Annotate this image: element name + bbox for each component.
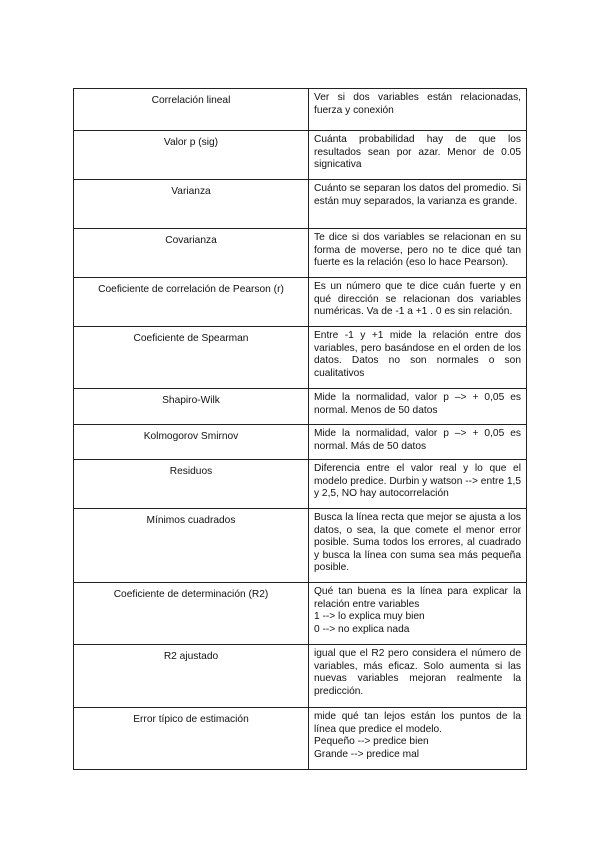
definition-cell: mide qué tan lejos están los puntos de la línea que predice el modelo. Pequeño --> predice bien Grande --> predice mal — [309, 708, 527, 770]
term-cell: Mínimos cuadrados — [74, 509, 309, 583]
definition-cell: Diferencia entre el valor real y lo que el modelo predice. Durbin y watson --> entre 1,5 y 2,5, NO hay autocorrelación — [309, 460, 527, 509]
table-row — [74, 389, 527, 425]
definition-cell: Entre -1 y +1 mide la relación entre dos variables, pero basándose en el orden de los datos. Datos no son normales o son cualitativos — [309, 327, 527, 389]
definition-cell: Te dice si dos variables se relacionan en su forma de moverse, pero no te dice qué tan fuerte es la relación (eso lo hace Pearson). — [309, 229, 527, 278]
definition-cell: igual que el R2 pero considera el número de variables, más eficaz. Solo aumenta si las nuevas variables mejoran realmente la predicción. — [309, 645, 527, 708]
definition-cell: Es un número que te dice cuán fuerte y en qué dirección se relacionan dos variables numéricas. Va de -1 a +1 . 0 es sin relación. — [309, 278, 527, 327]
term-cell: Coeficiente de correlación de Pearson (r) — [74, 278, 309, 327]
table-row — [74, 229, 527, 278]
term-cell: Error típico de estimación — [74, 708, 309, 770]
definition-cell: Cuánta probabilidad hay de que los resultados sean por azar. Menor de 0.05 signicativa — [309, 131, 527, 180]
table-row — [74, 278, 527, 327]
definition-cell: Mide la normalidad, valor p –> + 0,05 es normal. Menos de 50 datos — [309, 389, 527, 425]
term-cell: Kolmogorov Smirnov — [74, 425, 309, 460]
term-cell: R2 ajustado — [74, 645, 309, 708]
table-row — [74, 180, 527, 229]
table-row — [74, 131, 527, 180]
definition-cell: Busca la línea recta que mejor se ajusta a los datos, o sea, la que comete el menor error posible. Suma todos los errores, al cuadrado y busca la línea con suma sea más pequeña posible. — [309, 509, 527, 583]
table-row — [74, 460, 527, 509]
table-row — [74, 327, 527, 389]
definition-cell: Cuánto se separan los datos del promedio. Si están muy separados, la varianza es grande. — [309, 180, 527, 229]
definition-cell: Ver si dos variables están relacionadas, fuerza y conexión — [309, 89, 527, 131]
term-cell: Correlación lineal — [74, 89, 309, 131]
table-row — [74, 708, 527, 770]
table-row — [74, 89, 527, 131]
term-cell: Coeficiente de determinación (R2) — [74, 583, 309, 645]
table-row — [74, 583, 527, 645]
term-cell: Varianza — [74, 180, 309, 229]
table-row — [74, 425, 527, 460]
term-cell: Residuos — [74, 460, 309, 509]
definition-cell: Qué tan buena es la línea para explicar la relación entre variables 1 --> lo explica muy bien 0 --> no explica nada — [309, 583, 527, 645]
definition-cell: Mide la normalidad, valor p –> + 0,05 es normal. Más de 50 datos — [309, 425, 527, 460]
term-cell: Shapiro-Wilk — [74, 389, 309, 425]
term-cell: Coeficiente de Spearman — [74, 327, 309, 389]
table-row — [74, 509, 527, 583]
glossary-table — [73, 88, 527, 770]
term-cell: Valor p (sig) — [74, 131, 309, 180]
term-cell: Covarianza — [74, 229, 309, 278]
table-row — [74, 645, 527, 708]
